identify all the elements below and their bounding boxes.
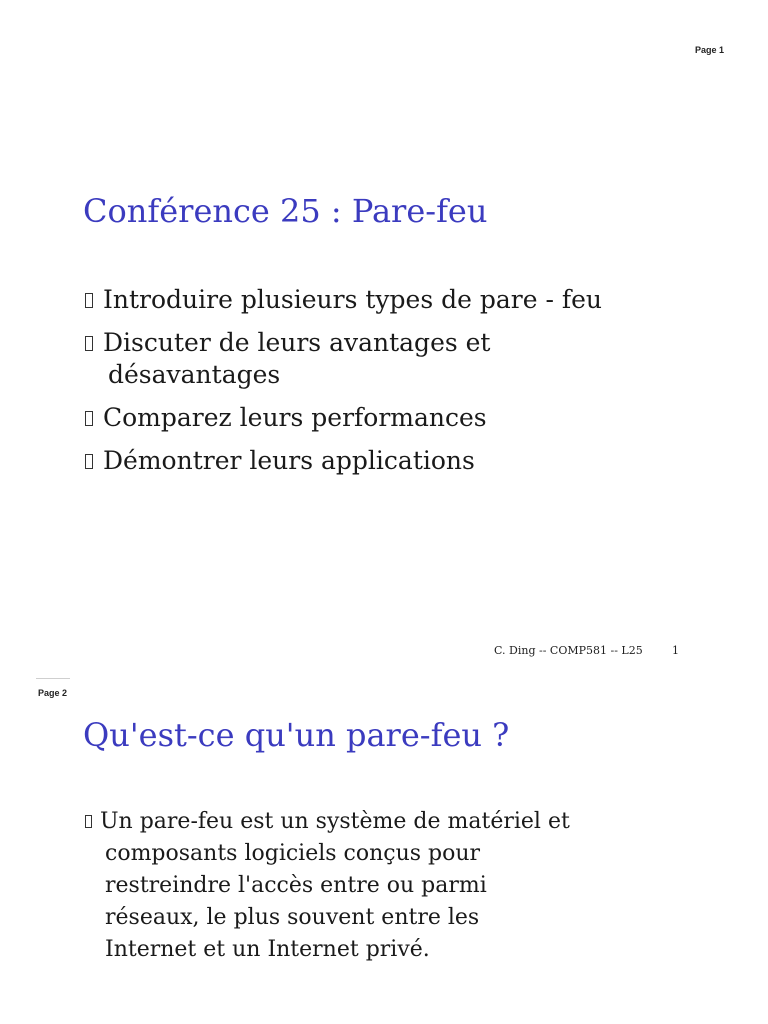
bullet-text-continuation: restreindre l'accès entre ou parmi [105,873,487,898]
bullet-text: Démontrer leurs applications [103,446,475,475]
page-label: Page 1 [695,45,725,55]
bullet-text: Comparez leurs performances [103,403,487,432]
bullet-text-continuation: composants logiciels conçus pour [105,841,481,866]
bullet-text: Un pare-feu est un système de matériel et [100,809,570,834]
bullet-text-continuation: Internet et un Internet privé. [105,937,430,962]
bullet-text: Discuter de leurs avantages et [103,328,491,357]
bullet-item [85,806,705,966]
bullet-icon [85,293,93,308]
slide-footer: C. Ding -- COMP581 -- L25 [494,644,643,657]
bullet-item [85,445,705,477]
bullet-text-continuation: réseaux, le plus souvent entre les [105,905,480,930]
bullet-icon [85,411,93,426]
bullet-icon [85,815,92,828]
bullet-item [85,402,705,434]
bullet-text-continuation: désavantages [108,360,281,389]
slide-number: 1 [672,644,679,657]
bullet-text: Introduire plusieurs types de pare - feu [103,285,602,314]
slide-title: Conférence 25 : Pare-feu [83,192,488,230]
bullet-list [85,806,705,977]
bullet-icon [85,454,93,469]
bullet-item [85,284,705,316]
bullet-item [85,327,705,391]
page-label: Page 2 [38,688,68,698]
page-separator [36,678,70,679]
bullet-list [85,284,705,488]
bullet-icon [85,336,93,351]
slide-title: Qu'est-ce qu'un pare-feu ? [83,716,510,754]
